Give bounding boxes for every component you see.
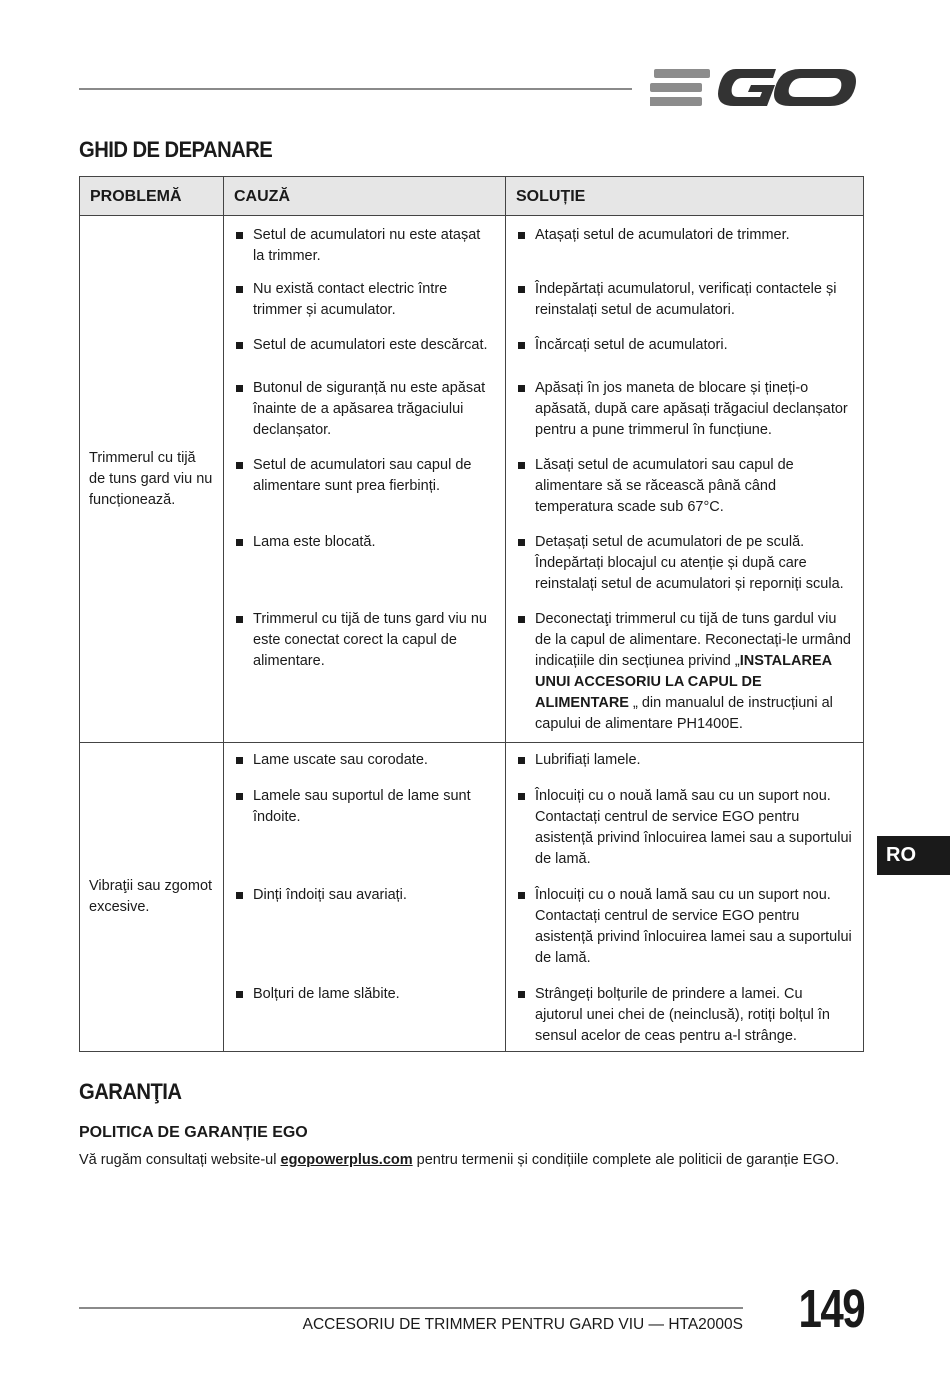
bullet-square-icon (236, 385, 243, 392)
solution-item: Deconectaţi trimmerul cu tijă de tuns gardul viu de la capul de alimentare. Reconectați-le urmând indicațiile din secțiunea privind „INSTALAREA UNUI ACCESORIU LA CAPUL DE ALIMENTARE „ din manualul de instrucțiuni al capului de alimentare PH1400E. (516, 609, 853, 735)
table-header-row (80, 177, 864, 216)
solution-item: Atașați setul de acumulatori de trimmer. (516, 225, 853, 246)
bullet-square-icon (518, 757, 525, 764)
header-rule (79, 88, 632, 90)
bullet-square-icon (518, 793, 525, 800)
cause-item: Setul de acumulatori sau capul de alimentare sunt prea fierbinți. (234, 455, 495, 497)
cause-item: Bolțuri de lame slăbite. (234, 984, 495, 1005)
cause-item: Lame uscate sau corodate. (234, 750, 495, 771)
problem-cell: Trimmerul cu tijă de tuns gard viu nu funcționează. (80, 216, 224, 743)
header-problem: PROBLEMĂ (80, 177, 224, 216)
table-row (80, 743, 864, 778)
bullet-square-icon (518, 616, 525, 623)
solution-item: Apăsați în jos maneta de blocare și țineți-o apăsată, după care apăsați trăgaciul declanșator pentru a pune trimmerul în funcțiune. (516, 378, 853, 441)
warranty-text: Vă rugăm consultați website-ul egopowerplus.com pentru termenii și condițiile complete ale politicii de garanție EGO. (79, 1152, 839, 1168)
bullet-square-icon (236, 991, 243, 998)
troubleshooting-table (79, 176, 864, 1052)
cause-item: Butonul de siguranță nu este apăsat înainte de a apăsarea trăgaciului declanșator. (234, 378, 495, 441)
cause-item: Dinți îndoiți sau avariați. (234, 885, 495, 906)
footer-title: ACCESORIU DE TRIMMER PENTRU GARD VIU — HTA2000S (302, 1316, 743, 1333)
solution-item: Înlocuiți cu o nouă lamă sau cu un suport nou. Contactați centrul de service EGO pentru asistență privind înlocuirea lamei sau a suportului de lamă. (516, 885, 853, 969)
bullet-square-icon (236, 286, 243, 293)
cause-item: Lama este blocată. (234, 532, 495, 553)
bullet-square-icon (518, 232, 525, 239)
solution-item: Înlocuiți cu o nouă lamă sau cu un suport nou. Contactați centrul de service EGO pentru asistență privind înlocuirea lamei sau a suportului de lamă. (516, 786, 853, 870)
cause-item: Setul de acumulatori nu este atașat la trimmer. (234, 225, 495, 267)
warranty-link[interactable]: egopowerplus.com (280, 1152, 413, 1168)
bullet-square-icon (518, 385, 525, 392)
bullet-square-icon (518, 539, 525, 546)
bullet-square-icon (236, 616, 243, 623)
cause-item: Nu există contact electric între trimmer și acumulator. (234, 279, 495, 321)
language-tab: RO (877, 836, 950, 875)
solution-item: Detașați setul de acumulatori de pe sculă. Îndepărtați blocajul cu atenție și după care reinstalați setul de acumulatori și reporniți scula. (516, 532, 853, 595)
bullet-square-icon (518, 462, 525, 469)
ego-logo (650, 62, 862, 114)
bullet-square-icon (518, 892, 525, 899)
bullet-square-icon (236, 892, 243, 899)
bullet-square-icon (236, 342, 243, 349)
footer-rule (79, 1307, 743, 1309)
solution-item: Strângeți bolțurile de prindere a lamei. Cu ajutorul unei chei de (neinclusă), rotiți bolțul în sensul acelor de ceas pentru a-l strânge. (516, 984, 853, 1047)
warranty-title: GARANŢIA (79, 1079, 182, 1104)
header-cause: CAUZĂ (224, 177, 506, 216)
solution-item: Lubrifiați lamele. (516, 750, 853, 771)
solution-item: Lăsați setul de acumulatori sau capul de alimentare să se răcească până când temperatura scade sub 67°C. (516, 455, 853, 518)
table-row (80, 216, 864, 272)
bullet-square-icon (236, 539, 243, 546)
bullet-square-icon (236, 232, 243, 239)
solution-item: Îndepărtați acumulatorul, verificați contactele și reinstalați setul de acumulatori. (516, 279, 853, 321)
cause-item: Trimmerul cu tijă de tuns gard viu nu este conectat corect la capul de alimentare. (234, 609, 495, 672)
logo-text: EGO (650, 62, 653, 63)
page-number: 149 (798, 1279, 865, 1339)
troubleshooting-title: GHID DE DEPANARE (79, 137, 273, 162)
bullet-square-icon (518, 286, 525, 293)
bullet-square-icon (518, 991, 525, 998)
warranty-subtitle: POLITICA DE GARANȚIE EGO (79, 1124, 308, 1141)
solution-item: Încărcați setul de acumulatori. (516, 335, 853, 356)
cause-item: Setul de acumulatori este descărcat. (234, 335, 495, 356)
bullet-square-icon (236, 462, 243, 469)
problem-cell: Vibraţii sau zgomot excesive. (80, 743, 224, 1052)
solution-bold-reference: INSTALAREA UNUI ACCESORIU LA CAPUL DE ALIMENTARE (535, 652, 832, 711)
bullet-square-icon (236, 793, 243, 800)
bullet-square-icon (236, 757, 243, 764)
header-solution: SOLUȚIE (506, 177, 864, 216)
cause-item: Lamele sau suportul de lame sunt îndoite. (234, 786, 495, 828)
bullet-square-icon (518, 342, 525, 349)
